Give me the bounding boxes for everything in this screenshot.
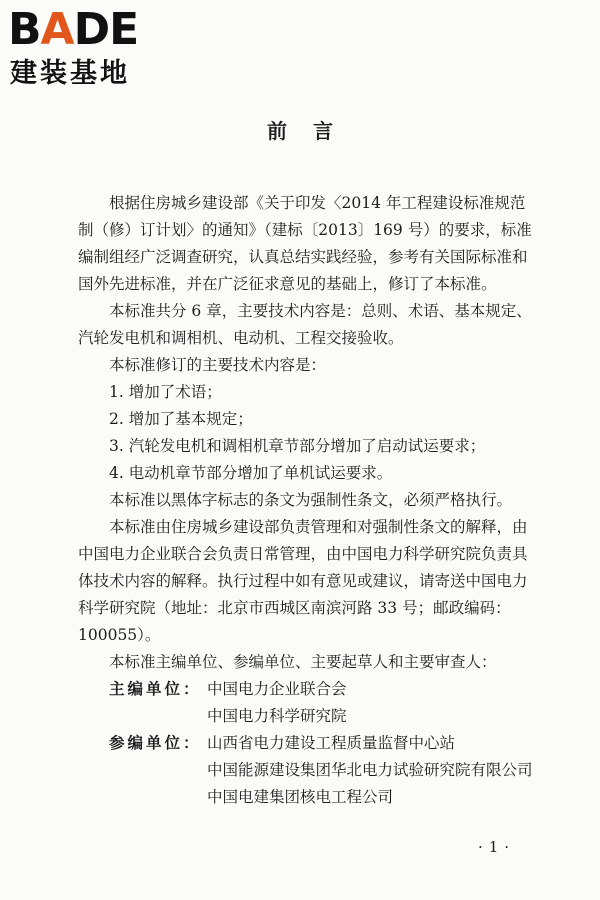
participating-units-list bbox=[207, 730, 533, 811]
chief-unit-name: 中国电力企业联合会 bbox=[207, 680, 347, 698]
logo-subtitle: 建装基地 bbox=[10, 58, 130, 89]
paragraph-revision-intro: 本标准修订的主要技术内容是： bbox=[109, 356, 327, 374]
paragraph-management: 本标准由住房城乡建设部负责管理和对强制性条文的解释，由中国电力企业联合会负责日常管理，由中国电力科学研究院负责具体技术内容的解释。执行过程中如有意见或建议，请寄送中国电力科学研究院（地址：北京市西城区南滨河路 33 号；邮政编码：100055）。 bbox=[78, 518, 528, 644]
logo-letters-de: DE bbox=[73, 4, 139, 55]
chief-units-list bbox=[207, 676, 533, 730]
document-body bbox=[78, 190, 533, 811]
page-title: 前言 bbox=[267, 119, 359, 143]
logo-wordmark bbox=[8, 4, 139, 55]
chief-units-label: 主编单位： bbox=[109, 680, 202, 698]
paragraph-units-intro: 本标准主编单位、参编单位、主要起草人和主要审查人： bbox=[109, 653, 497, 671]
revision-item: 1. 增加了术语； bbox=[109, 383, 222, 401]
revision-item: 3. 汽轮发电机和调相机章节部分增加了启动试运要求； bbox=[109, 437, 486, 455]
paragraph-basis: 根据住房城乡建设部《关于印发〈2014 年工程建设标准规范制（修）订计划〉的通知》（建标〔2013〕169 号）的要求，标准编制组经广泛调查研究，认真总结实践经验，参考有关国际标准和国外先进标准，并在广泛征求意见的基础上，修订了本标准。 bbox=[78, 194, 532, 293]
participating-unit-name: 中国能源建设集团华北电力试验研究院有限公司 bbox=[207, 761, 533, 779]
paragraph-mandatory: 本标准以黑体字标志的条文为强制性条文，必须严格执行。 bbox=[109, 491, 513, 509]
page-number: ·1· bbox=[478, 838, 516, 856]
paragraph-chapters: 本标准共分 6 章，主要技术内容是：总则、术语、基本规定、汽轮发电机和调相机、电动机、工程交接验收。 bbox=[78, 302, 532, 347]
participating-unit-name: 中国电建集团核电工程公司 bbox=[207, 788, 394, 806]
logo bbox=[8, 4, 178, 90]
participating-unit-name: 山西省电力建设工程质量监督中心站 bbox=[207, 734, 456, 752]
participating-units-label: 参编单位： bbox=[109, 734, 202, 752]
revision-item: 4. 电动机章节部分增加了单机试运要求。 bbox=[109, 464, 393, 482]
chief-unit-name: 中国电力科学研究院 bbox=[207, 707, 347, 725]
logo-letter-a: A bbox=[40, 4, 74, 55]
logo-letter-b: B bbox=[8, 4, 41, 55]
chief-units-block bbox=[78, 676, 533, 730]
participating-units-block bbox=[78, 730, 533, 811]
revision-item: 2. 增加了基本规定； bbox=[109, 410, 253, 428]
